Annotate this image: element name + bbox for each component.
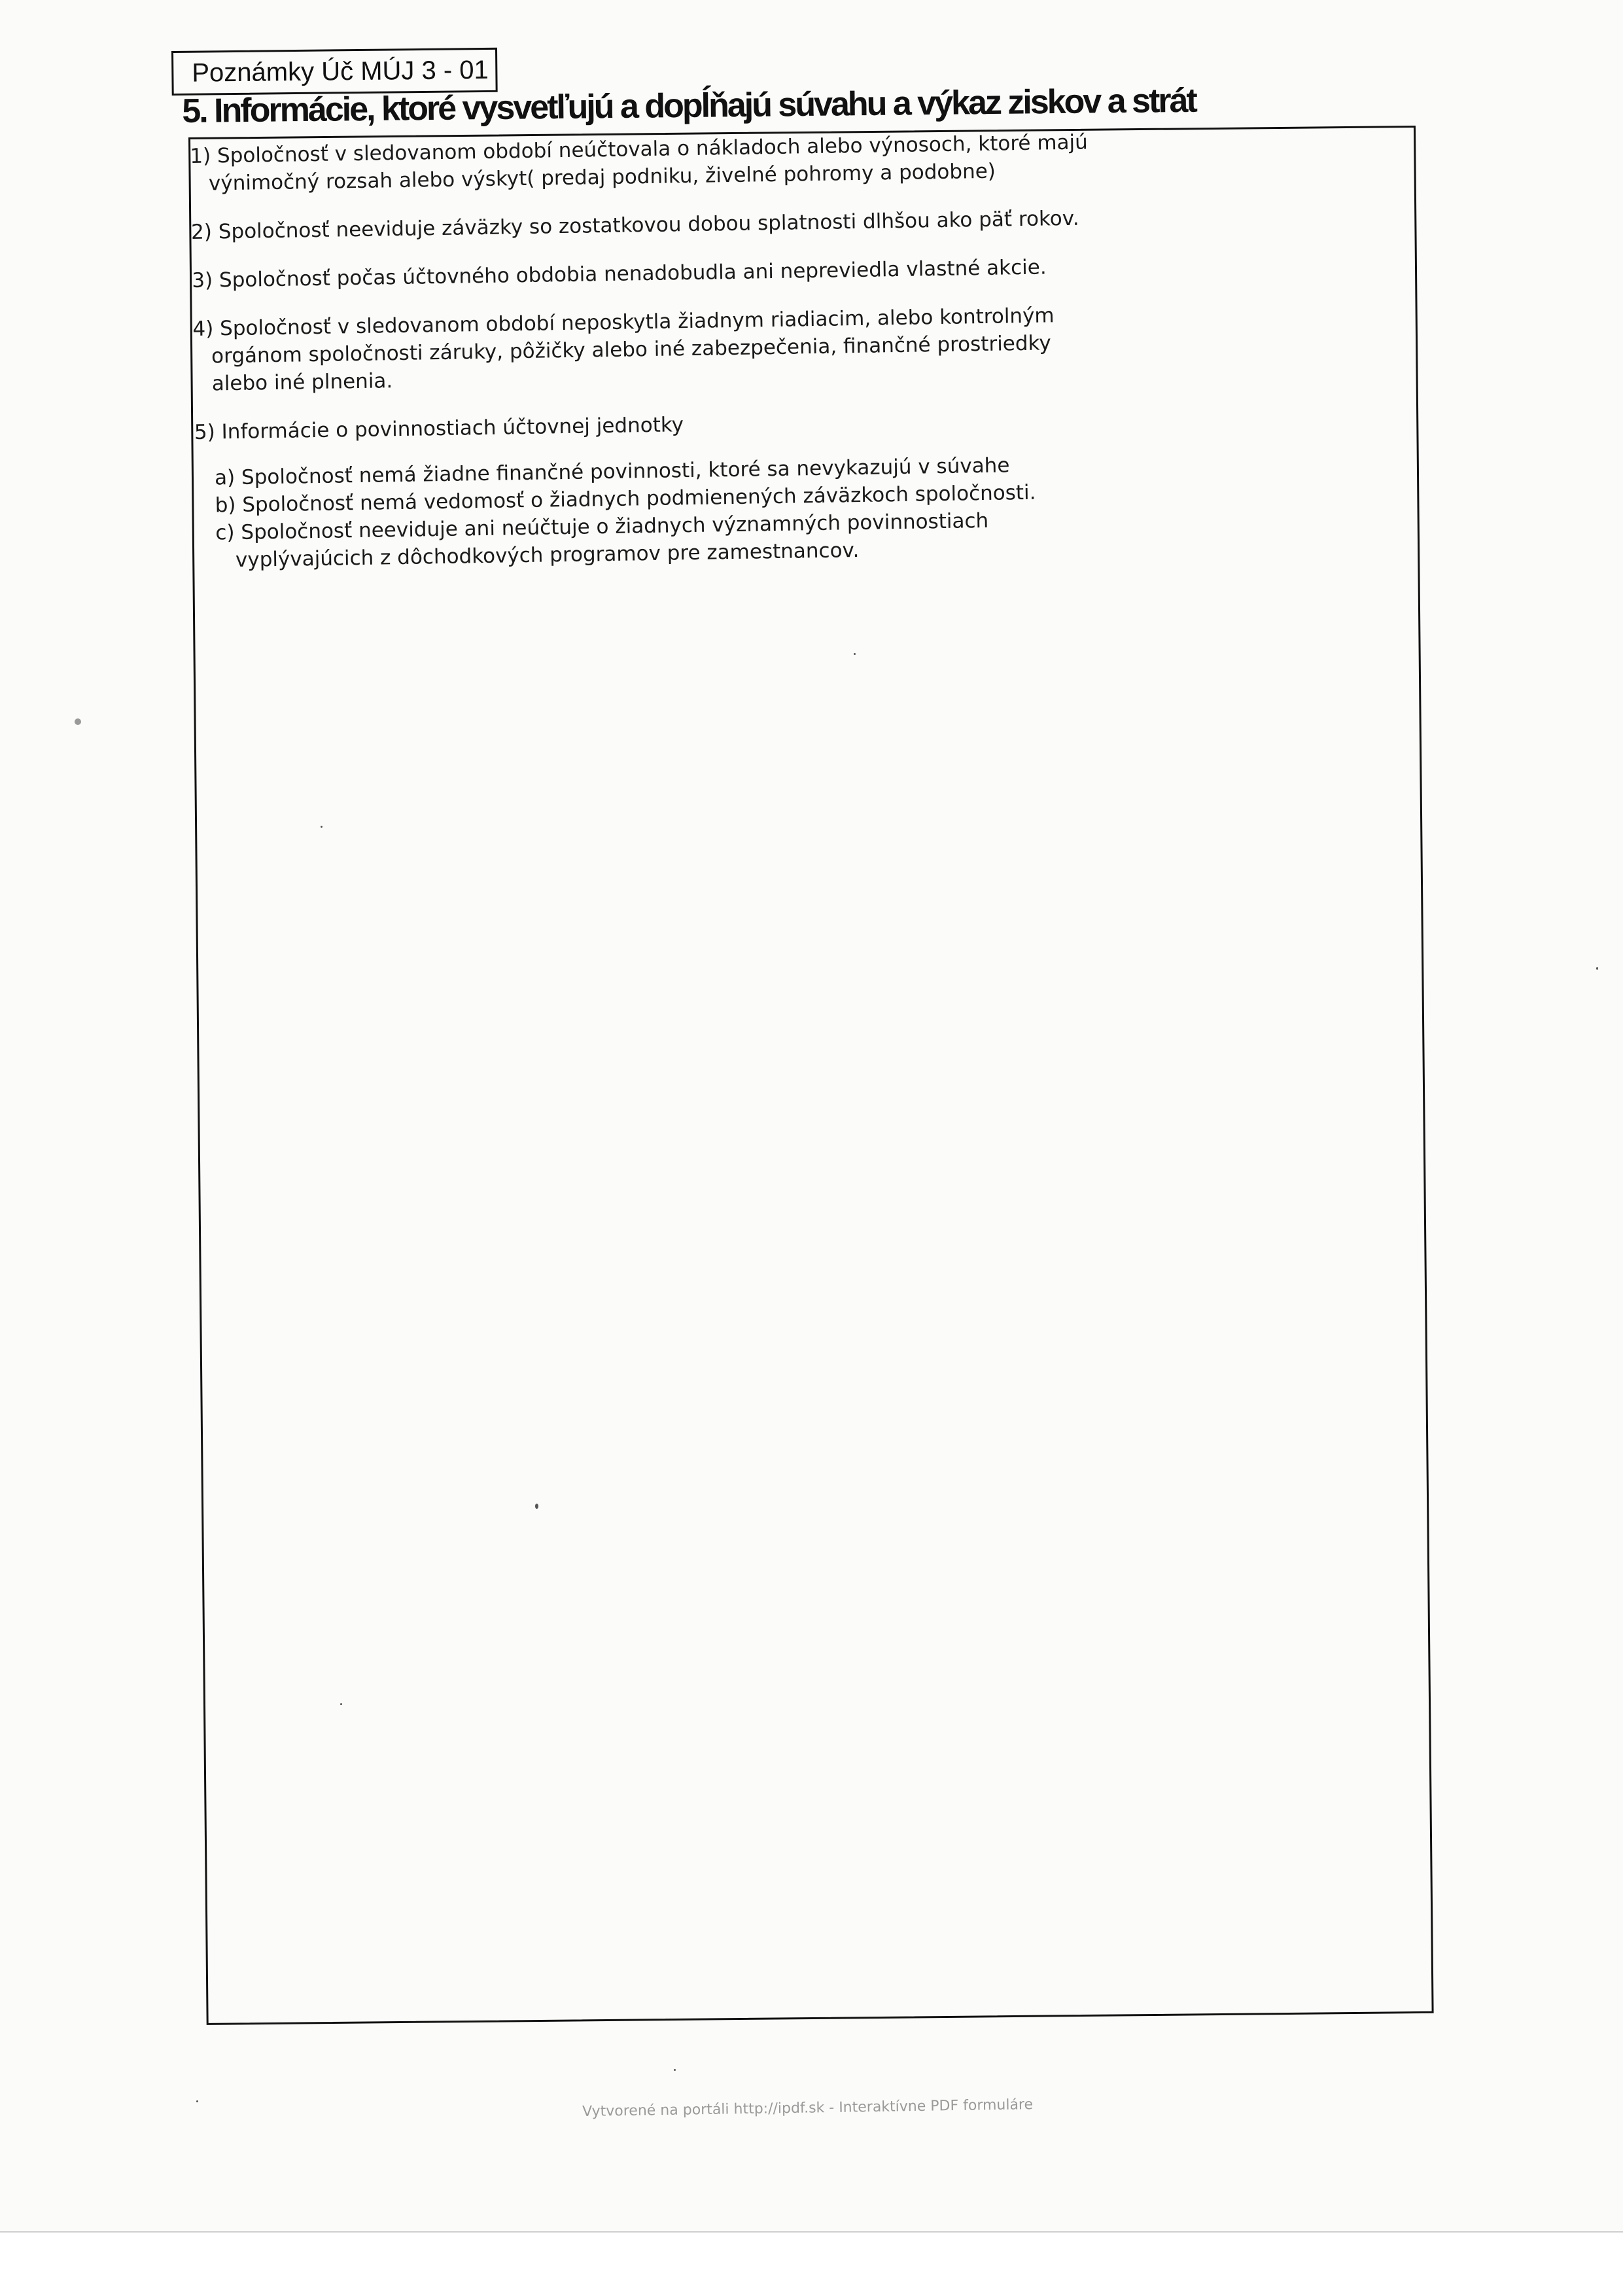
- scan-speck: [535, 1504, 538, 1509]
- footer-note: Vytvorené na portáli http://ipdf.sk - Interaktívne PDF formuláre: [582, 2096, 1034, 2120]
- scan-speck: [340, 1703, 342, 1705]
- scan-speck: [674, 2069, 676, 2071]
- note-5-item-b-line-1: b) Spoločnosť nemá vedomosť o žiadnych podmienených záväzkoch spoločnosti.: [215, 480, 1036, 518]
- scan-speck: [75, 718, 81, 725]
- form-code-box: Poznámky Úč MÚJ 3 - 01: [171, 48, 498, 96]
- note-5-item-c-line-1: c) Spoločnosť neeviduje ani neúčtuje o žiadnych významných povinnostiach: [215, 508, 989, 545]
- note-3: [192, 251, 1173, 294]
- note-4-line-2: orgánom spoločnosti záruky, pôžičky alebo iné zabezpečenia, finančné prostriedky: [211, 331, 1051, 368]
- note-5-item-a-line-1: a) Spoločnosť nemá žiadne finančné povinnosti, ktoré sa nevykazujú v súvahe: [214, 453, 1010, 490]
- note-4-line-3: alebo iné plnenia.: [211, 369, 393, 396]
- note-3-line-1: 3) Spoločnosť počas účtovného obdobia nenadobudla ani nepreviedla vlastné akcie.: [192, 255, 1047, 292]
- note-1-line-1: 1) Spoločnosť v sledovanom období neúčtovala o nákladoch alebo výnosoch, ktoré majú: [190, 130, 1089, 168]
- scan-bottom-strip: [0, 2231, 1623, 2296]
- note-2: [191, 203, 1172, 246]
- note-5: [194, 403, 1178, 574]
- note-4-line-1: 4) Spoločnosť v sledovanom období neposkytla žiadnym riadiacim, alebo kontrolným: [192, 304, 1055, 341]
- scan-speck: [196, 2100, 198, 2102]
- note-5-items: [195, 449, 1178, 574]
- note-1-line-2: výnimočný rozsah alebo výskyt( predaj podniku, živelné pohromy a podobne): [208, 159, 996, 196]
- scan-speck: [1596, 967, 1598, 970]
- section-title: 5. Informácie, ktoré vysvetľujú a dopĺňajú súvahu a výkaz ziskov a strát: [182, 81, 1196, 130]
- note-4: [192, 300, 1175, 398]
- note-2-line-1: 2) Spoločnosť neeviduje záväzky so zostatkovou dobou splatnosti dlhšou ako päť rokov.: [190, 206, 1079, 244]
- notes-content: [190, 127, 1178, 595]
- note-5-item-c-line-2: vyplývajúcich z dôchodkových programov pre zamestnancov.: [235, 539, 860, 572]
- scan-speck: [854, 653, 856, 655]
- note-5-heading: 5) Informácie o povinnostiach účtovnej jednotky: [194, 413, 684, 444]
- scan-speck: [321, 826, 323, 828]
